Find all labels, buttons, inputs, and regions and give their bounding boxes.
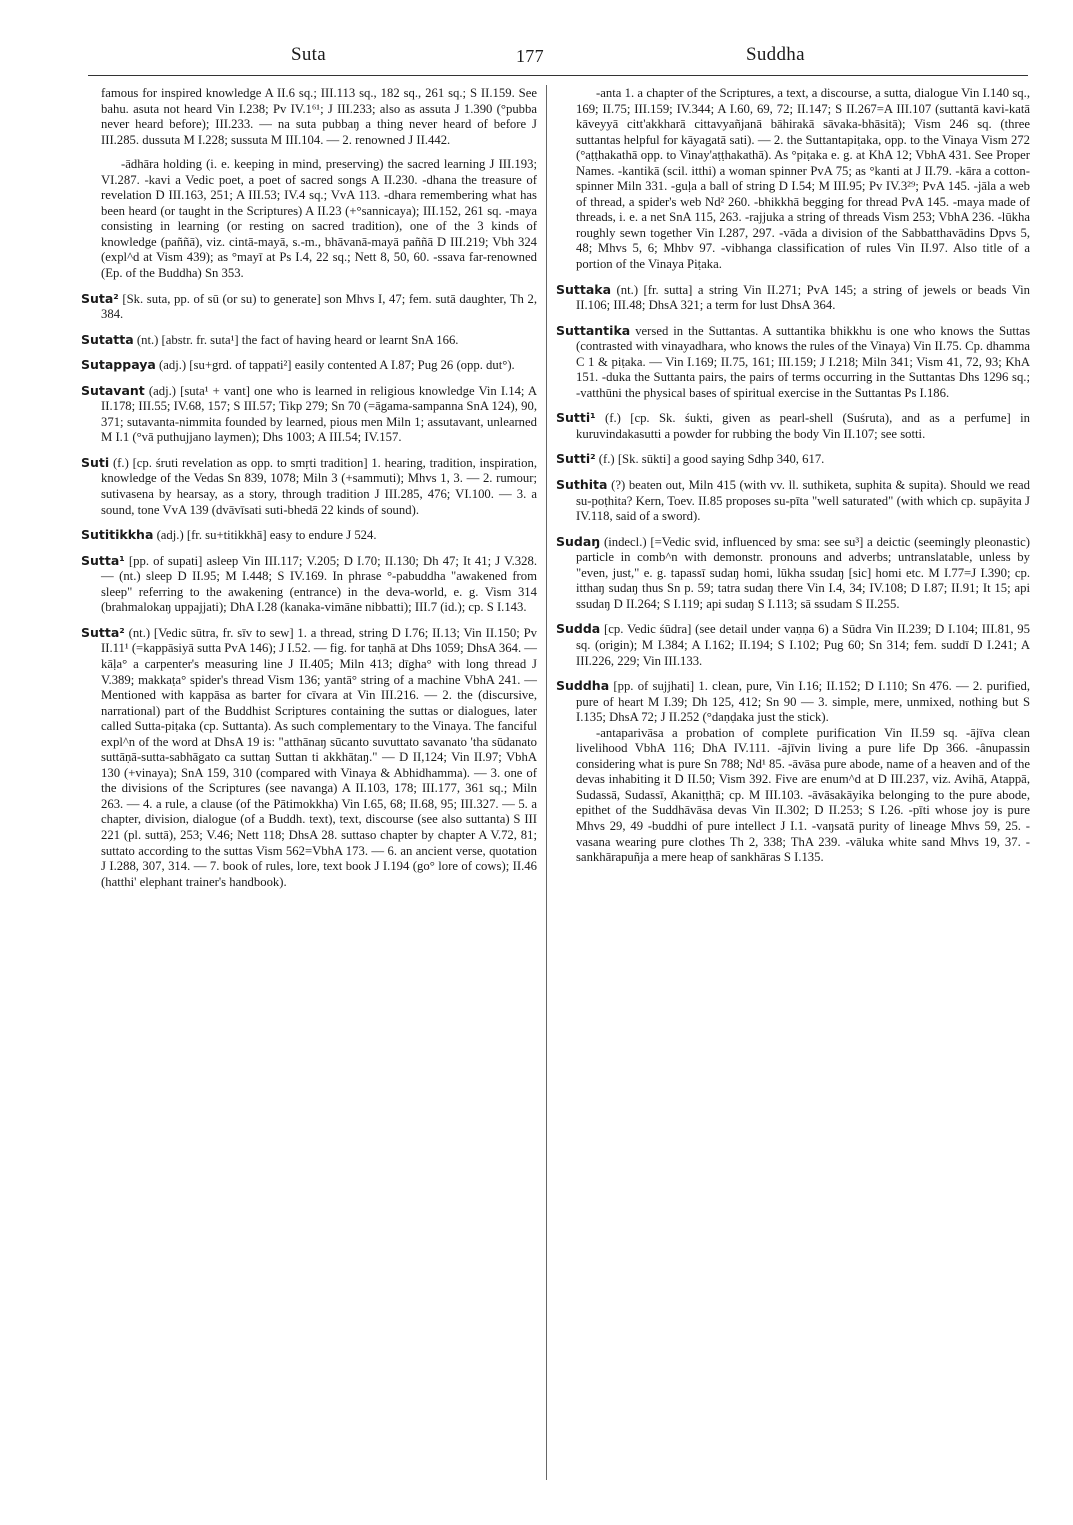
entry-definition: [Sk. suta, pp. of sū (or su) to generate] son Mhvs I, 47; fem. sutā daughter, Th 2, 384. [101, 291, 537, 322]
entry-definition: [pp. of sujjhati] 1. clean, pure, Vin I.16; II.152; D I.110; Sn 476. — 2. purified, pure of heart M I.39; Dh 125, 412; Sn 90 — 3. simple, mere, unmixed, nothing but S I.135; DhsA 72; J II.252 (°daṇḍaka just the stick). [576, 679, 1031, 725]
entry-continuation: famous for inspired knowledge A II.6 sq.; III.113 sq., 182 sq., 261 sq.; S II.159. See bahu. asuta not heard Vin I.238; Pv IV.1⁶¹; J III.233; also as assuta J 1.390 (°pubba never heard before); III.233. — na suta pubbaŋ a thing never heard of before J III.285. dussuta M I.228; sussuta M III.104. — 2. renowned J II.442. [101, 86, 537, 147]
entry-definition: (f.) [cp. Sk. śukti, given as pearl-shell (Suśruta), and as a perfume] in kuruvindakasutti a powder for rubbing the body Vin II.107; see sotti. [576, 411, 1030, 441]
entry-headword: Sudda [556, 621, 601, 637]
dictionary-entry [556, 621, 1030, 669]
entry-definition: [cp. Vedic śūdra] (see detail under vaṇṇa 6) a Sūdra Vin II.239; D I.104; III.81, 95 sq. (origin); M I.384; A I.162; II.194; S I.102; Pug 60; Sn 314; fem. suddī D I.241; A III.226, 229; Vin III.133. [576, 622, 1030, 668]
entry-definition: (f.) [cp. śruti revelation as opp. to smṛti tradition] 1. hearing, tradition, inspiration, knowledge of the Vedas Sn 839, 1078; Miln 3 (+sammuti); Mhvs 1, 3. — 2. rumour; sutivasena by hearsay, as a story, through tradition J III.285, 476; VI.100. — 3. a sound, tone VvA 139 (dvāvīsati suti-bhedā 22 kinds of sound). [101, 455, 537, 517]
entry-headword: Suddha [556, 678, 610, 694]
dictionary-entry [556, 323, 1030, 402]
right-column [556, 86, 1030, 875]
entry-definition: versed in the Suttantas. A suttantika bhikkhu is one who knows the Suttas (contrasted with vinayadhara, who knows the rules of the Vinaya) Vin II.75. Cp. dhamma C 1 & piṭaka. — Vin I.169; II.75, 161; III.159; J I.218; Miln 341; Vism 41, 72, 93; KhA 151. -duka the Suttanta pairs, the pairs of terms occurring in the Suttantas Dhs 1296 sq.; -vatthūni the physical bases of spiritual exercise in the Suttantas Ps I.186. [576, 323, 1031, 400]
dictionary-entry [81, 332, 537, 349]
entry-definition: (?) beaten out, Miln 415 (with vv. ll. suthiketa, suphita & supita). Should we read su-poṭhita? Kern, Toev. II.85 proposes su-pīta "well saturated" (with which cp. supāyita J IV.118, said of a sword). [576, 478, 1031, 524]
dictionary-entry [81, 455, 537, 518]
page-number: 177 [516, 46, 544, 66]
entry-definition: (nt.) [Vedic sūtra, fr. sīv to sew] 1. a thread, string D I.76; II.13; Vin II.150; Pv II.11¹ (=kappāsiyā sutta PvA 146); J I.52. — fig. for taṇhā at Dhs 1059; DhsA 364. — kāḷa° a carpenter's measuring line J II.405; Miln 413; dīgha° with long thread J V.389; makkaṭa° spider's thread Vism 136; yantā° string of a machine VbhA 241. — Mentioned with kappāsa as barter for cīvara at Vin III.216. — 2. the (discursive, narrational) part of the Buddhist Scriptures containing the suttas or dialogues, later called Sutta-piṭaka (cp. Suttanta). As such complementary to the Vinaya. The fanciful expl^n of the word at DhsA 19 is: "atthānaŋ sūcanto suvuttato savanato 'tha sūdanato suttāṇā-sutta-sabhāgato ca suttaŋ Suttan ti akkhātaŋ." — D II,124; Vin II.97; VbhA 130 (+vinaya); SnA 159, 310 (compared with Vinaya & Abhidhamma). — 3. one of the divisions of the Scriptures (see navanga) A II.103, 178; III.177, 361 sq.; Miln 263. — 4. a rule, a clause (of the Pātimokkha) Vin I.65, 68; II.68, 95; III.327. — 5. a chapter, division, dialogue (of a Buddh. text), text, discourse (see also suttanta) S III 221 (pl. suttā), 253; V.46; Nett 118; DhsA 28. suttaso chapter by chapter A V.72, 81; suttato according to the suttas Vism 562=VbhA 173. — 6. an ancient verse, quotation J I.288, 307, 314. — 7. book of rules, lore, text book J I.194 (go° lore of cows); II.46 (hatthi' elephant trainer's handbook). [101, 625, 538, 889]
entry-definition: (f.) [Sk. sūkti] a good saying Sdhp 340, 617. [598, 452, 825, 467]
dictionary-entry [556, 534, 1030, 613]
entry-headword: Sutta² [81, 624, 125, 640]
entry-headword: Sutti¹ [556, 410, 596, 426]
entry-definition: (indecl.) [=Vedic svid, influenced by sma: see su³] a deictic (seemingly pleonastic) particle in comb^n with demonstr. pronouns and adverbs; untranslatable, unless by "even, just," e. g. tapassī sudaŋ homi, lūkha ssudaŋ [sic] homi etc. M I.77=J I.390; cp. itthaŋ sudaŋ thus Sn p. 59; tatra sudaŋ there Vin I.4, 34; IV.108; D I.87; II.91; It 15; api ssudaŋ D II.264; S I.119; api sudaŋ S I.113; sā ssudam S II.255. [576, 534, 1031, 611]
dictionary-entry [81, 357, 537, 374]
running-head-right: Suddha [746, 44, 805, 65]
entry-headword: Sudaŋ [556, 533, 601, 549]
running-head-left: Suta [291, 44, 326, 65]
entry-headword: Suti [81, 454, 110, 470]
dictionary-entry [556, 282, 1030, 314]
entry-definition: (adj.) [suta¹ + vant] one who is learned in religious knowledge Vin I.14; A II.178; III.55; IV.68, 157; S III.57; Tikp 279; Sn 70 (=āgama-sampanna SnA 124), 90, 371; sutavanta-nimmita founded by learned, pious men Miln 1; assutavant, unlearned M I.1 (°vā puthujjano laymen); Dhs 1003; A III.54; IV.157. [101, 383, 538, 445]
entry-headword: Suthita [556, 477, 608, 493]
dictionary-entry [81, 553, 537, 616]
entry-definition: [pp. of supati] asleep Vin III.117; V.205; D I.70; II.130; Dh 47; It 41; J V.328. — (nt.) sleep D II.95; M I.448; S IV.169. In phrase °-pabuddha "awakened from sleep" referring to the awakening (entrance) in the deva-world, e. g. Vism 314 (brahmalokaŋ uppajjati); DhA I.28 (kanaka-vimāne nibbatti); III.7 (id.); cp. S I.143. [101, 553, 538, 615]
entry-compounds: -anta 1. a chapter of the Scriptures, a text, a discourse, a sutta, dialogue Vin I.140 sq., 169; II.75; III.159; IV.344; A I.60, 69, 72; II.147; S II.267=A III.107 (suttantā kavi-katā kāveyyā citt'akkharā cittavyañjanā bāhirakā sāvaka-bhāsitā); Vism 246 sq. (three suttantas helpful for kāyagatā sati). — 2. the Suttantapiṭaka, opp. to the Vinaya Vism 272 (°aṭṭhakathā opp. to Vinay'aṭṭhakathā). As °piṭaka e. g. at KhA 12; VbhA 431. See Proper Names. -kantikā (scil. itthi) a woman spinner PvA 75; as °kanti at J II.79. -kāra a cotton-spinner Miln 331. -guḷa a ball of string D I.54; M III.95; Pv IV.3²⁹; PvA 145. -jāla a web of thread, a spider's web Nd² 260. -bhikkhā begging for thread PvA 145. -maya made of threads, i. e. a net SnA 115, 263. -rajjuka a string of threads Vism 253; VbhA 236. -lūkha roughly sewn together Vin I.287, 297. -vāda a division of the Sabbatthavādins Dpvs 5, 48; Mhvs 5, 6; Mhbv 97. -vibhanga classification of rules Vin II.97. Also title of a portion of the Vinaya Piṭaka. [576, 86, 1030, 272]
dictionary-entry [556, 477, 1030, 525]
entry-headword: Sutatta [81, 331, 134, 347]
entry-definition: (nt.) [fr. sutta] a string Vin II.271; PvA 145; a string of jewels or beads Vin II.106; III.48; DhsA 321; a term for lust DhsA 364. [576, 282, 1031, 313]
dictionary-entry [81, 527, 537, 544]
entry-definition: (adj.) [su+grd. of tappati²] easily contented A I.87; Pug 26 (opp. dut°). [159, 358, 515, 373]
entry-headword: Suttantika [556, 322, 631, 338]
header-rule [88, 75, 1028, 76]
dictionary-entry [81, 291, 537, 323]
left-column [81, 86, 537, 899]
entry-headword: Sutti² [556, 451, 596, 467]
dictionary-entry [556, 410, 1030, 442]
column-divider [546, 85, 547, 1480]
entry-headword: Suttaka [556, 281, 612, 297]
entry-headword: Sutappaya [81, 357, 156, 373]
entry-compounds: -ādhāra holding (i. e. keeping in mind, preserving) the sacred learning J III.193; VI.287. -kavi a Vedic poet, a poet of sacred songs A II.230. -dhana the treasure of revelation D III.163, 251; A III.53; IV.4 sq.; VvA 113. -dhara remembering what has been heard (or taught in the Scriptures) A II.23 (+°sannicaya); III.152, 261 sq. -maya consisting in learning (or resting on sacred tradition), one of the 3 kinds of knowledge (paññā), viz. cintā-mayā, s.-m., bhāvanā-mayā paññā D III.219; Vbh 324 (expl^d at Vism 439); as °mayī at Ps I.4, 22 sq.; Nett 8, 50, 60. -ssava far-renowned (Ep. of the Buddha) Sn 353. [101, 157, 537, 281]
dictionary-entry [556, 451, 1030, 468]
entry-definition: (nt.) [abstr. fr. suta¹] the fact of having heard or learnt SnA 166. [136, 332, 459, 347]
entry-headword: Sutavant [81, 382, 145, 398]
dictionary-entry [81, 625, 537, 890]
entry-compounds: -antaparivāsa a probation of complete purification Vin II.59 sq. -ājīva clean livelihood VbhA 116; DhA IV.111. -ājīvin living a pure life Dp 366. -ânupassin considering what is pure Sn 788; Nd¹ 85. -āvāsa pure abode, name of a heaven and of the devas inhabiting it D II.50; Vism 392. Five are enum^d at D III.237, viz. Avihā, Atappā, Sudassā, Sudassī, Akaniṭṭhā; cp. M III.103. -āvāsakāyika belonging to the pure abode, epithet of the Suddhāvāsa devas Vin II.302; D II.253; S I.26. -pīti whose joy is pure Mhvs 29, 49 -buddhi of pure intellect J I.1. -vaŋsatā purity of lineage Mhvs 59, 25. -vasana wearing pure clothes Th 2, 338; ThA 239. -vāluka white sand Mhvs 19, 37. -sankhārapuñja a mere heap of sankhāras S I.135. [576, 725, 1030, 865]
dictionary-entry [81, 383, 537, 446]
entry-headword: Suta² [81, 290, 119, 306]
entry-headword: Sutitikkha [81, 527, 154, 543]
dictionary-entry [556, 678, 1030, 726]
entry-headword: Sutta¹ [81, 552, 125, 568]
entry-definition: (adj.) [fr. su+titikkhā] easy to endure J 524. [156, 528, 377, 543]
